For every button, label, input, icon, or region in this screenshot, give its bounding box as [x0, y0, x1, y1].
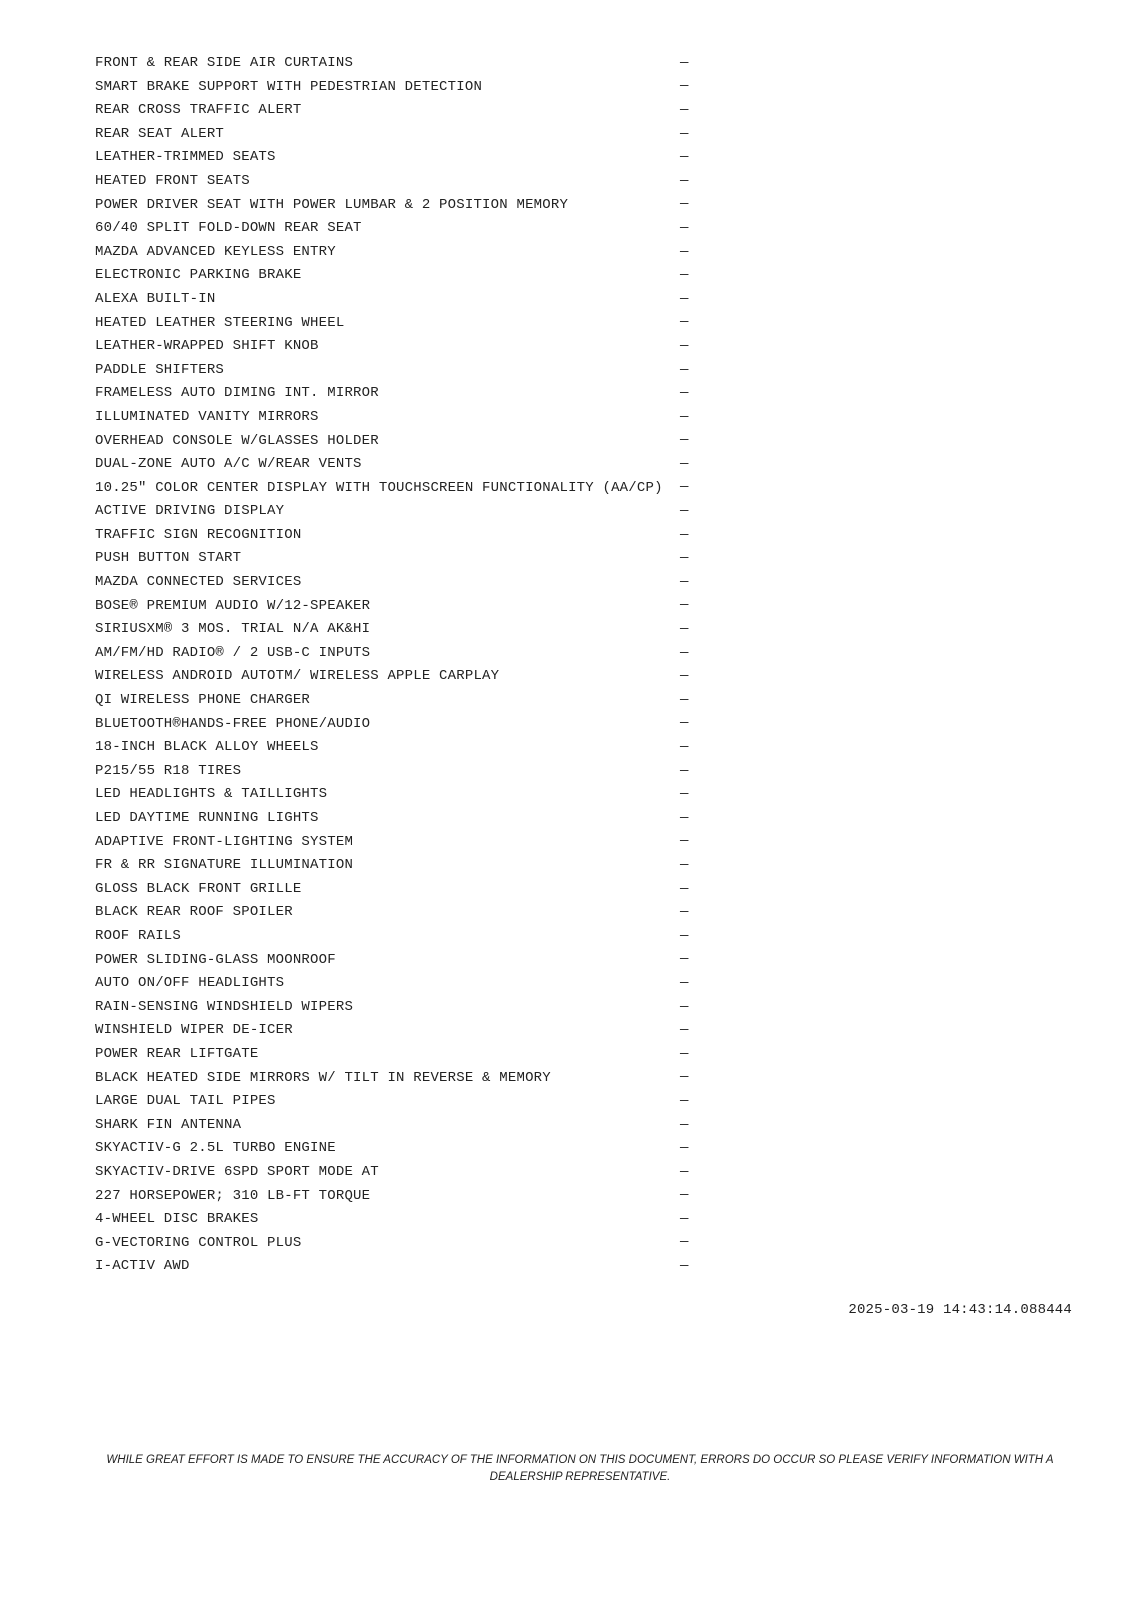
feature-value: —	[680, 1116, 689, 1133]
feature-value: —	[680, 385, 689, 402]
feature-row	[95, 642, 695, 666]
feature-row	[95, 500, 695, 524]
feature-value: —	[680, 621, 689, 638]
feature-name: HEATED FRONT SEATS	[95, 172, 250, 189]
feature-row	[95, 1185, 695, 1209]
feature-value: —	[680, 102, 689, 119]
feature-name: POWER REAR LIFTGATE	[95, 1045, 259, 1062]
feature-name: ADAPTIVE FRONT-LIGHTING SYSTEM	[95, 833, 354, 850]
feature-row	[95, 996, 695, 1020]
feature-name: REAR SEAT ALERT	[95, 125, 225, 142]
feature-value: —	[680, 998, 689, 1015]
feature-row	[95, 595, 695, 619]
feature-row	[95, 335, 695, 359]
feature-value: —	[680, 904, 689, 921]
feature-row	[95, 288, 695, 312]
feature-value: —	[680, 361, 689, 378]
feature-row	[95, 972, 695, 996]
feature-row	[95, 241, 695, 265]
feature-row	[95, 123, 695, 147]
feature-list	[95, 52, 695, 1279]
feature-name: P215/55 R18 TIRES	[95, 762, 242, 779]
feature-value: —	[680, 1069, 689, 1086]
feature-name: REAR CROSS TRAFFIC ALERT	[95, 102, 302, 119]
feature-value: —	[680, 408, 689, 425]
feature-row	[95, 618, 695, 642]
feature-name: 10.25" COLOR CENTER DISPLAY WITH TOUCHSCREEN FUNCTIONALITY (AA/CP)	[95, 479, 663, 496]
feature-row	[95, 831, 695, 855]
feature-value: —	[680, 880, 689, 897]
feature-name: POWER DRIVER SEAT WITH POWER LUMBAR & 2 POSITION MEMORY	[95, 196, 569, 213]
feature-value: —	[680, 55, 689, 71]
feature-value: —	[680, 1022, 689, 1039]
feature-value: —	[680, 597, 689, 614]
feature-value: —	[680, 951, 689, 968]
feature-value: —	[680, 149, 689, 166]
feature-name: AM/FM/HD RADIO® / 2 USB-C INPUTS	[95, 644, 371, 661]
feature-value: —	[680, 857, 689, 874]
feature-row	[95, 453, 695, 477]
feature-row	[95, 99, 695, 123]
feature-name: RAIN-SENSING WINDSHIELD WIPERS	[95, 998, 354, 1015]
feature-row	[95, 547, 695, 571]
feature-value: —	[680, 1211, 689, 1228]
feature-row	[95, 382, 695, 406]
feature-value: —	[680, 927, 689, 944]
feature-value: —	[680, 479, 689, 496]
feature-row	[95, 901, 695, 925]
feature-row	[95, 713, 695, 737]
feature-value: —	[680, 1163, 689, 1180]
feature-row	[95, 359, 695, 383]
feature-row	[95, 1208, 695, 1232]
feature-row	[95, 406, 695, 430]
feature-name: MAZDA ADVANCED KEYLESS ENTRY	[95, 243, 336, 260]
feature-row	[95, 1090, 695, 1114]
feature-row	[95, 52, 695, 76]
feature-name: OVERHEAD CONSOLE W/GLASSES HOLDER	[95, 432, 379, 449]
feature-value: —	[680, 786, 689, 803]
feature-name: BLUETOOTH®HANDS-FREE PHONE/AUDIO	[95, 715, 371, 732]
feature-value: —	[680, 833, 689, 850]
feature-value: —	[680, 267, 689, 284]
feature-row	[95, 736, 695, 760]
feature-row	[95, 1114, 695, 1138]
feature-value: —	[680, 574, 689, 591]
feature-name: WINSHIELD WIPER DE-ICER	[95, 1022, 293, 1039]
feature-row	[95, 1067, 695, 1091]
feature-name: BLACK REAR ROOF SPOILER	[95, 904, 293, 921]
feature-value: —	[680, 314, 689, 331]
feature-value: —	[680, 762, 689, 779]
feature-name: 18-INCH BLACK ALLOY WHEELS	[95, 739, 319, 756]
feature-name: MAZDA CONNECTED SERVICES	[95, 574, 302, 591]
feature-value: —	[680, 668, 689, 685]
feature-row	[95, 783, 695, 807]
feature-name: LEATHER-TRIMMED SEATS	[95, 149, 276, 166]
feature-name: QI WIRELESS PHONE CHARGER	[95, 692, 311, 709]
feature-value: —	[680, 78, 689, 95]
feature-name: TRAFFIC SIGN RECOGNITION	[95, 526, 302, 543]
feature-row	[95, 1255, 695, 1279]
feature-value: —	[680, 739, 689, 756]
feature-row	[95, 524, 695, 548]
feature-value: —	[680, 1234, 689, 1251]
feature-name: PADDLE SHIFTERS	[95, 361, 225, 378]
feature-name: SKYACTIV-DRIVE 6SPD SPORT MODE AT	[95, 1163, 379, 1180]
feature-value: —	[680, 125, 689, 142]
feature-name: LARGE DUAL TAIL PIPES	[95, 1093, 276, 1110]
feature-row	[95, 217, 695, 241]
feature-name: SHARK FIN ANTENNA	[95, 1116, 242, 1133]
feature-row	[95, 170, 695, 194]
feature-row	[95, 312, 695, 336]
feature-name: G-VECTORING CONTROL PLUS	[95, 1234, 302, 1251]
feature-name: ELECTRONIC PARKING BRAKE	[95, 267, 302, 284]
feature-value: —	[680, 220, 689, 237]
feature-row	[95, 807, 695, 831]
feature-value: —	[680, 196, 689, 213]
feature-row	[95, 878, 695, 902]
feature-row	[95, 1137, 695, 1161]
feature-value: —	[680, 243, 689, 260]
feature-row	[95, 1161, 695, 1185]
feature-row	[95, 949, 695, 973]
feature-value: —	[680, 1187, 689, 1204]
feature-row	[95, 665, 695, 689]
feature-name: 60/40 SPLIT FOLD-DOWN REAR SEAT	[95, 220, 362, 237]
feature-name: SIRIUSXM® 3 MOS. TRIAL N/A AK&HI	[95, 621, 371, 638]
feature-value: —	[680, 1140, 689, 1157]
timestamp: 2025-03-19 14:43:14.088444	[848, 1302, 1072, 1318]
feature-value: —	[680, 1045, 689, 1062]
feature-value: —	[680, 172, 689, 189]
feature-row	[95, 571, 695, 595]
feature-name: ACTIVE DRIVING DISPLAY	[95, 503, 285, 520]
feature-value: —	[680, 1093, 689, 1110]
feature-name: WIRELESS ANDROID AUTOTM/ WIRELESS APPLE CARPLAY	[95, 668, 500, 685]
feature-value: —	[680, 290, 689, 307]
feature-name: POWER SLIDING-GLASS MOONROOF	[95, 951, 336, 968]
feature-value: —	[680, 644, 689, 661]
feature-value: —	[680, 456, 689, 473]
feature-row	[95, 1232, 695, 1256]
feature-row	[95, 430, 695, 454]
feature-value: —	[680, 550, 689, 567]
feature-row	[95, 854, 695, 878]
feature-value: —	[680, 1258, 689, 1275]
feature-row	[95, 1019, 695, 1043]
feature-name: ALEXA BUILT-IN	[95, 290, 216, 307]
feature-row	[95, 689, 695, 713]
disclaimer: WHILE GREAT EFFORT IS MADE TO ENSURE THE ACCURACY OF THE INFORMATION ON THIS DOCUMENT, ERRORS DO OCCUR SO PLEASE VERIFY INFORMATION WITH A DEALERSHIP REPRESENTATIVE.	[106, 1454, 1054, 1483]
feature-name: FR & RR SIGNATURE ILLUMINATION	[95, 857, 354, 874]
feature-name: GLOSS BLACK FRONT GRILLE	[95, 880, 302, 897]
feature-name: ILLUMINATED VANITY MIRRORS	[95, 408, 319, 425]
feature-value: —	[680, 338, 689, 355]
feature-row	[95, 146, 695, 170]
feature-name: ROOF RAILS	[95, 927, 182, 944]
feature-name: SKYACTIV-G 2.5L TURBO ENGINE	[95, 1140, 336, 1157]
feature-name: BOSE® PREMIUM AUDIO W/12-SPEAKER	[95, 597, 371, 614]
feature-name: 4-WHEEL DISC BRAKES	[95, 1211, 259, 1228]
feature-row	[95, 264, 695, 288]
feature-value: —	[680, 526, 689, 543]
feature-name: PUSH BUTTON START	[95, 550, 242, 567]
feature-name: AUTO ON/OFF HEADLIGHTS	[95, 975, 285, 992]
feature-name: LED HEADLIGHTS & TAILLIGHTS	[95, 786, 328, 803]
feature-value: —	[680, 432, 689, 449]
feature-value: —	[680, 715, 689, 732]
feature-row	[95, 76, 695, 100]
feature-name: I-ACTIV AWD	[95, 1258, 190, 1275]
feature-name: DUAL-ZONE AUTO A/C W/REAR VENTS	[95, 456, 362, 473]
feature-name: BLACK HEATED SIDE MIRRORS W/ TILT IN REVERSE & MEMORY	[95, 1069, 551, 1086]
feature-value: —	[680, 975, 689, 992]
feature-name: LED DAYTIME RUNNING LIGHTS	[95, 810, 319, 826]
feature-row	[95, 1043, 695, 1067]
feature-name: 227 HORSEPOWER; 310 LB-FT TORQUE	[95, 1187, 371, 1204]
feature-name: HEATED LEATHER STEERING WHEEL	[95, 314, 345, 331]
feature-value: —	[680, 503, 689, 520]
feature-name: LEATHER-WRAPPED SHIFT KNOB	[95, 338, 319, 355]
feature-name: SMART BRAKE SUPPORT WITH PEDESTRIAN DETECTION	[95, 78, 483, 95]
feature-row	[95, 760, 695, 784]
feature-row	[95, 194, 695, 218]
feature-name: FRONT & REAR SIDE AIR CURTAINS	[95, 55, 354, 71]
feature-name: FRAMELESS AUTO DIMING INT. MIRROR	[95, 385, 379, 402]
feature-value: —	[680, 810, 689, 826]
feature-row	[95, 925, 695, 949]
feature-row	[95, 477, 695, 501]
feature-value: —	[680, 692, 689, 709]
